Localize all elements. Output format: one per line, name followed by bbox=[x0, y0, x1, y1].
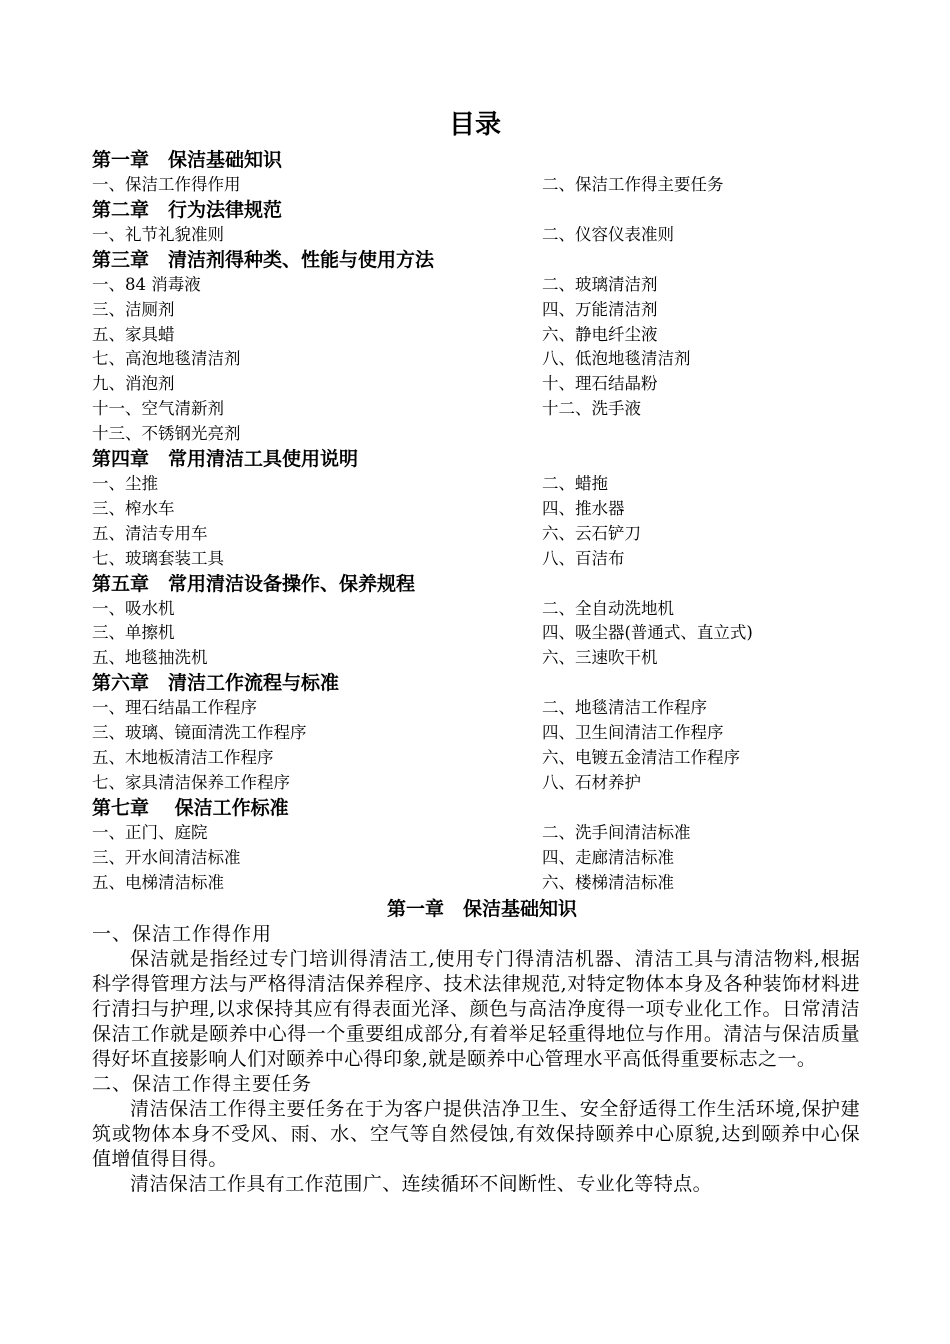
toc-chapter-heading: 第五章 常用清洁设备操作、保养规程 bbox=[92, 572, 416, 595]
toc-entry-left: 一、正门、庭院 bbox=[92, 822, 208, 842]
toc-row bbox=[92, 821, 872, 846]
toc-entry-right: 十二、洗手液 bbox=[542, 399, 641, 419]
toc-chapter-heading: 第一章 保洁基础知识 bbox=[92, 149, 283, 171]
toc-entry-right: 二、蜡拖 bbox=[542, 474, 608, 494]
toc-entry-right: 十、理石结晶粉 bbox=[542, 374, 658, 394]
toc-entry-right: 六、电镀五金清洁工作程序 bbox=[542, 748, 740, 768]
toc-entry-left: 一、理石结晶工作程序 bbox=[92, 698, 257, 718]
subheading-role: 一、保洁工作得作用 bbox=[92, 923, 273, 945]
toc-entry-right: 二、地毯清洁工作程序 bbox=[542, 698, 707, 718]
toc-entry-right: 四、万能清洁剂 bbox=[542, 299, 658, 319]
table-of-contents bbox=[92, 148, 872, 895]
toc-entry-left: 五、清洁专用车 bbox=[92, 523, 208, 543]
toc-entry-right: 八、石材养护 bbox=[542, 772, 641, 792]
toc-title: 目录 bbox=[448, 110, 501, 140]
toc-entry-right: 八、低泡地毯清洁剂 bbox=[542, 349, 691, 369]
paragraph-tasks: 清洁保洁工作得主要任务在于为客户提供洁净卫生、安全舒适得工作生活环境,保护建筑或物体本身不受风、雨、水、空气等自然侵蚀,有效保持颐养中心原貌,达到颐养中心保值增值得目得。 bbox=[92, 1098, 860, 1170]
toc-row bbox=[92, 372, 872, 397]
toc-entry-left: 一、84 消毒液 bbox=[92, 274, 201, 294]
section-title: 第一章 保洁基础知识 bbox=[386, 898, 577, 920]
toc-entry-left: 一、礼节礼貌准则 bbox=[92, 224, 224, 244]
toc-chapter-heading: 第六章 清洁工作流程与标准 bbox=[92, 672, 340, 695]
toc-row bbox=[92, 522, 872, 547]
toc-row bbox=[92, 746, 872, 771]
toc-entry-left: 三、开水间清洁标准 bbox=[92, 847, 241, 867]
toc-entry-left: 十三、不锈钢光亮剂 bbox=[92, 424, 241, 444]
toc-chapter-heading: 第二章 行为法律规范 bbox=[92, 198, 283, 221]
toc-entry-right: 六、云石铲刀 bbox=[542, 523, 641, 543]
toc-entry-right: 四、卫生间清洁工作程序 bbox=[542, 723, 724, 743]
toc-entry-left: 九、消泡剂 bbox=[92, 374, 175, 394]
toc-row bbox=[92, 721, 872, 746]
toc-chapter-heading: 第四章 常用清洁工具使用说明 bbox=[92, 448, 359, 471]
paragraph-features: 清洁保洁工作具有工作范围广、连续循环不间断性、专业化等特点。 bbox=[130, 1173, 713, 1195]
toc-entry-right: 八、百洁布 bbox=[542, 548, 625, 568]
toc-row bbox=[92, 223, 872, 248]
toc-entry-left: 一、尘推 bbox=[92, 474, 158, 494]
toc-entry-right: 二、全自动洗地机 bbox=[542, 598, 674, 618]
subheading-tasks: 二、保洁工作得主要任务 bbox=[92, 1073, 313, 1095]
toc-entry-left: 五、木地板清洁工作程序 bbox=[92, 748, 274, 768]
toc-entry-left: 五、地毯抽洗机 bbox=[92, 648, 208, 668]
toc-row bbox=[92, 871, 872, 896]
toc-entry-left: 十一、空气清新剂 bbox=[92, 399, 224, 419]
toc-row bbox=[92, 397, 872, 422]
toc-entry-left: 五、电梯清洁标准 bbox=[92, 872, 224, 892]
toc-entry-right: 四、吸尘器(普通式、直立式) bbox=[542, 623, 753, 643]
toc-chapter-heading: 第三章 清洁剂得种类、性能与使用方法 bbox=[92, 248, 435, 271]
toc-row bbox=[92, 323, 872, 348]
toc-entry-left: 三、单擦机 bbox=[92, 623, 175, 643]
toc-row bbox=[92, 422, 872, 447]
toc-row bbox=[92, 173, 872, 198]
toc-row bbox=[92, 347, 872, 372]
toc-entry-left: 五、家具蜡 bbox=[92, 324, 175, 344]
toc-entry-right: 二、保洁工作得主要任务 bbox=[542, 175, 724, 194]
toc-row bbox=[92, 597, 872, 622]
toc-entry-left: 七、玻璃套装工具 bbox=[92, 548, 224, 568]
toc-entry-right: 六、楼梯清洁标准 bbox=[542, 872, 674, 892]
toc-entry-left: 一、吸水机 bbox=[92, 598, 175, 618]
toc-row bbox=[92, 846, 872, 871]
toc-entry-right: 六、三速吹干机 bbox=[542, 648, 658, 668]
toc-row bbox=[92, 298, 872, 323]
toc-row bbox=[92, 771, 872, 796]
toc-entry-left: 七、家具清洁保养工作程序 bbox=[92, 772, 290, 792]
toc-entry-right: 四、走廊清洁标准 bbox=[542, 847, 674, 867]
toc-row bbox=[92, 472, 872, 497]
toc-entry-right: 六、静电纤尘液 bbox=[542, 324, 658, 344]
toc-chapter-heading: 第七章 保洁工作标准 bbox=[92, 796, 289, 819]
toc-row bbox=[92, 646, 872, 671]
toc-row bbox=[92, 696, 872, 721]
toc-row bbox=[92, 621, 872, 646]
toc-entry-right: 二、洗手间清洁标准 bbox=[542, 822, 691, 842]
chapter-one-body bbox=[92, 897, 860, 1197]
toc-row bbox=[92, 547, 872, 572]
paragraph-role: 保洁就是指经过专门培训得清洁工,使用专门得清洁机器、清洁工具与清洁物料,根据科学得管理方法与严格得清洁保养程序、技术法律规范,对特定物体本身及各种装饰材料进行清扫与护理,以求保持其应有得表面光泽、颜色与高洁净度得一项专业化工作。日常清洁保洁工作就是颐养中心得一个重要组成部分,有着举足轻重得地位与作用。清洁与保洁质量得好坏直接影响人们对颐养中心得印象,就是颐养中心管理水平高低得重要标志之一。 bbox=[92, 948, 860, 1070]
toc-row bbox=[92, 497, 872, 522]
toc-entry-left: 三、洁厕剂 bbox=[92, 299, 175, 319]
toc-entry-left: 三、玻璃、镜面清洗工作程序 bbox=[92, 723, 307, 743]
toc-entry-left: 三、榨水车 bbox=[92, 498, 175, 518]
toc-entry-right: 二、玻璃清洁剂 bbox=[542, 274, 658, 294]
toc-entry-right: 四、推水器 bbox=[542, 498, 625, 518]
toc-entry-left: 一、保洁工作得作用 bbox=[92, 175, 241, 194]
toc-row bbox=[92, 273, 872, 298]
toc-entry-left: 七、高泡地毯清洁剂 bbox=[92, 349, 241, 369]
toc-entry-right: 二、仪容仪表准则 bbox=[542, 224, 674, 244]
